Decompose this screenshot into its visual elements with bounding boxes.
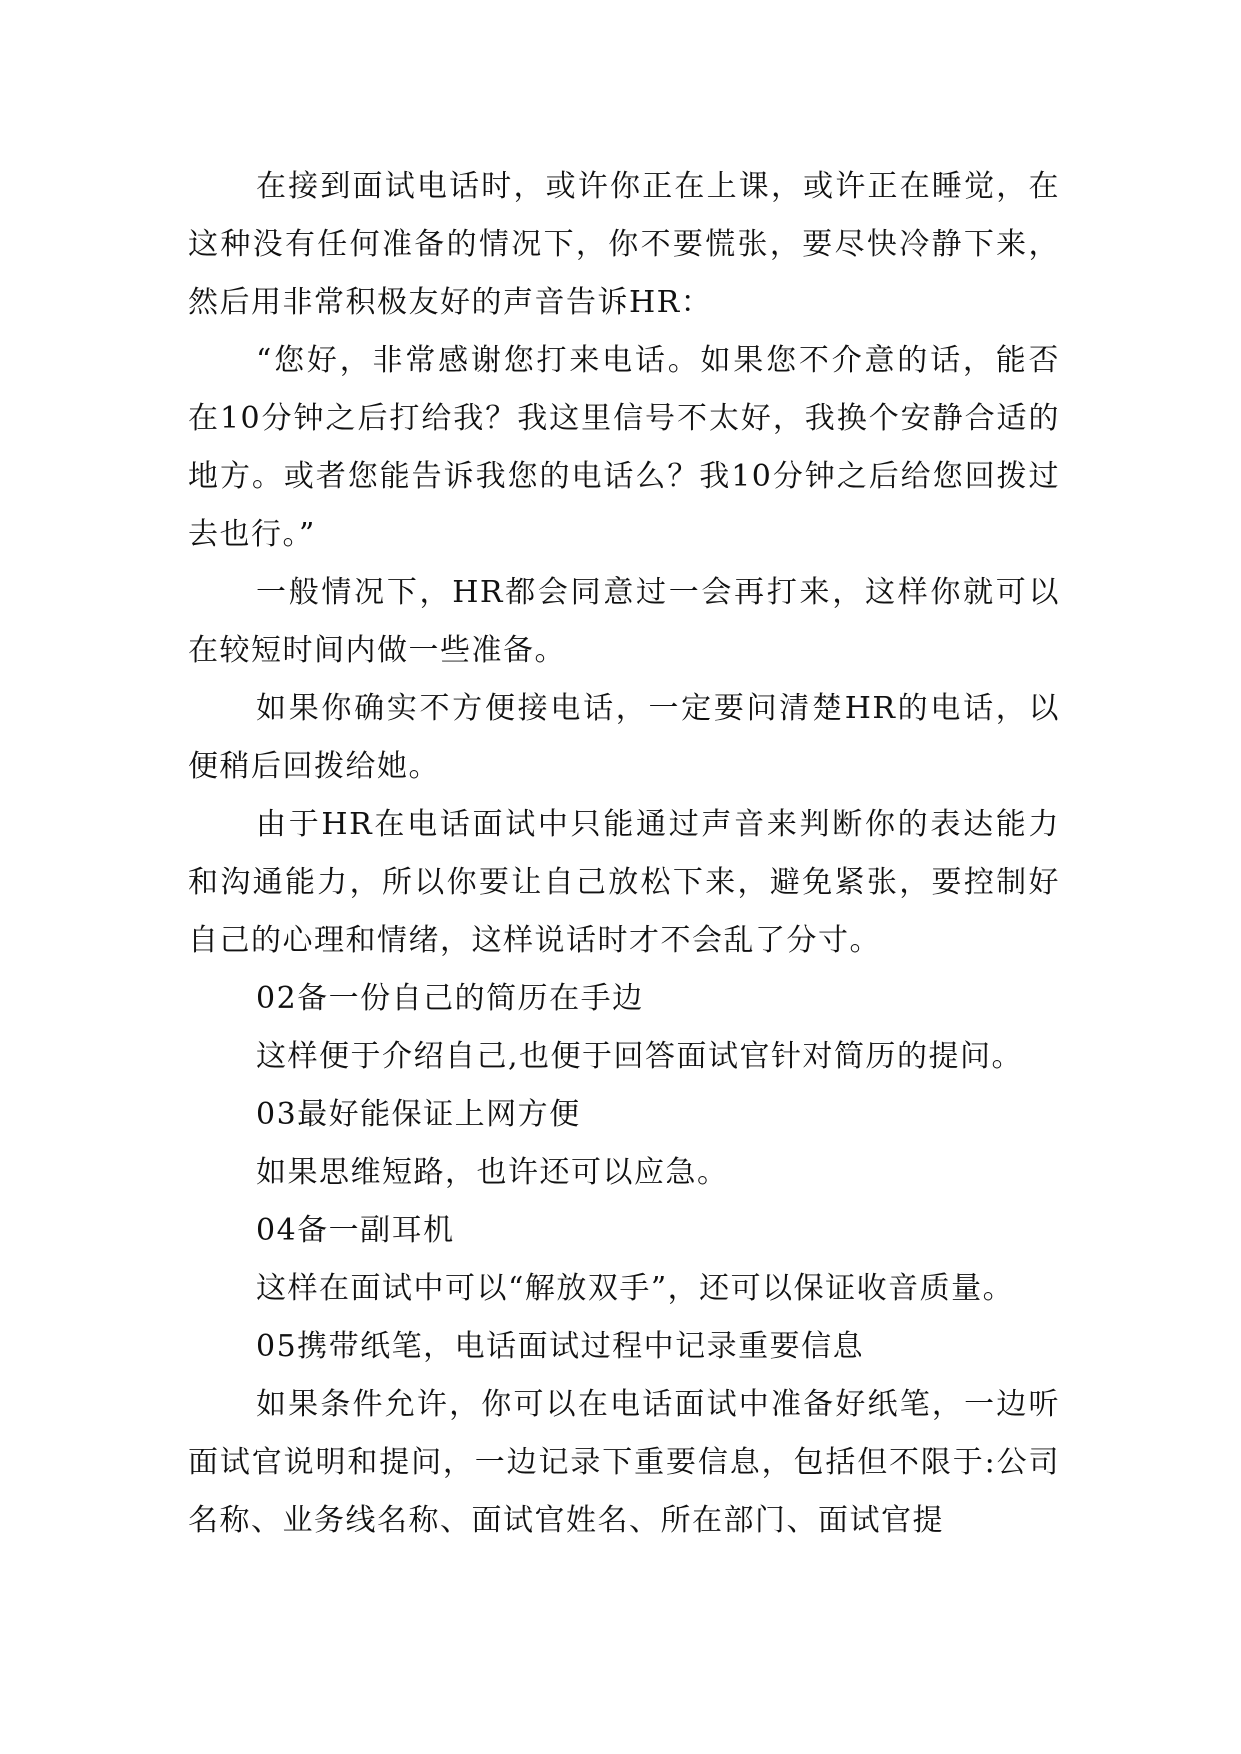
paragraph-internet: 如果思维短路，也许还可以应急。 (256, 1155, 729, 1190)
paragraph-quote: “您好，非常感谢您打来电话。如果您不介意的话，能否在10分钟之后打给我？我这里信号不太好，我换个安静合适的地方。或者您能告诉我您的电话么？我10分钟之后给您回拨过去也行。” (188, 343, 1060, 552)
document-body (188, 158, 1060, 1550)
paragraph-ask-number: 如果你确实不方便接电话，一定要问清楚HR的电话，以便稍后回拨给她。 (188, 691, 1060, 784)
heading-03: 03最好能保证上网方便 (256, 1097, 581, 1132)
paragraph-headphones: 这样在面试中可以“解放双手”，还可以保证收音质量。 (256, 1271, 1015, 1306)
paragraph-hr-agree: 一般情况下，HR都会同意过一会再打来，这样你就可以在较短时间内做一些准备。 (188, 575, 1060, 668)
heading-04: 04备一副耳机 (256, 1213, 455, 1248)
paragraph-resume: 这样便于介绍自己,也便于回答面试官针对简历的提问。 (256, 1039, 1024, 1074)
paragraph-notes: 如果条件允许，你可以在电话面试中准备好纸笔，一边听面试官说明和提问，一边记录下重要信息，包括但不限于:公司名称、业务线名称、面试官姓名、所在部门、面试官提 (188, 1387, 1060, 1538)
heading-02: 02备一份自己的简历在手边 (256, 981, 644, 1016)
paragraph-stay-calm: 由于HR在电话面试中只能通过声音来判断你的表达能力和沟通能力，所以你要让自己放松下来，避免紧张，要控制好自己的心理和情绪，这样说话时才不会乱了分寸。 (188, 807, 1060, 958)
heading-05: 05携带纸笔，电话面试过程中记录重要信息 (256, 1329, 865, 1364)
paragraph-answer-call: 在接到面试电话时，或许你正在上课，或许正在睡觉，在这种没有任何准备的情况下，你不要慌张，要尽快冷静下来，然后用非常积极友好的声音告诉HR： (188, 169, 1060, 320)
